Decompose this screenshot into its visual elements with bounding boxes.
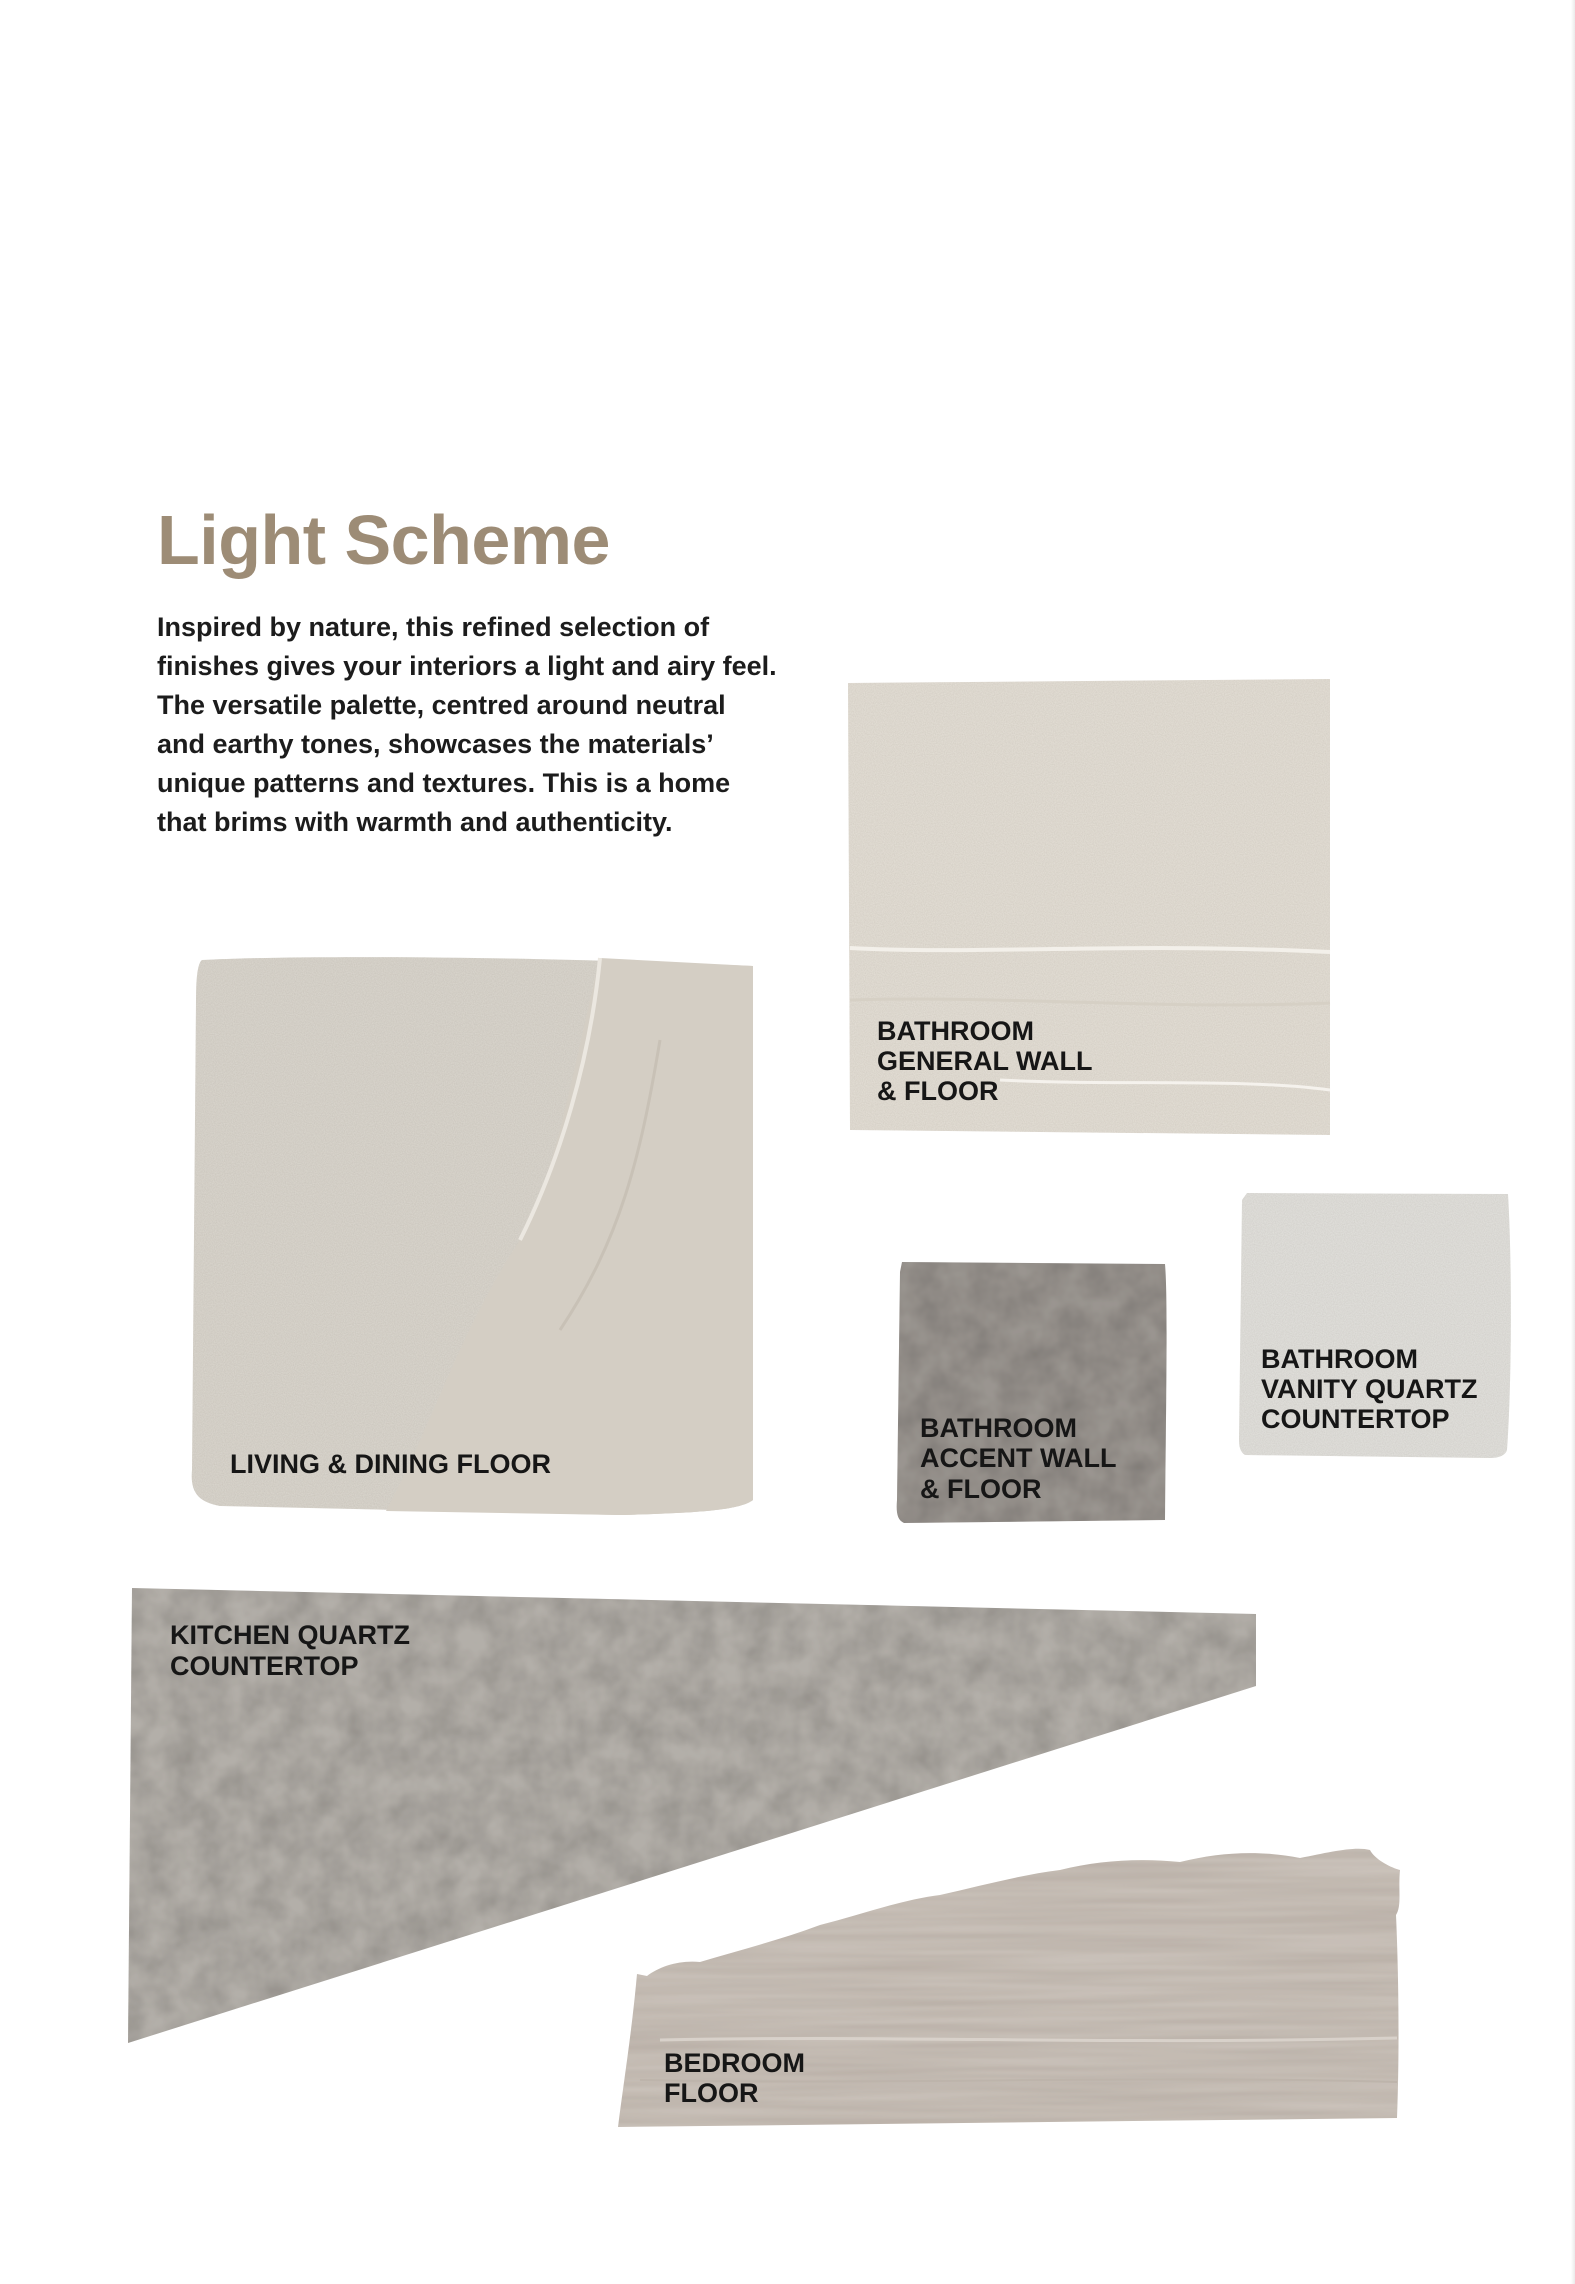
swatch-label-line: GENERAL WALL [877,1046,1093,1076]
swatch-living-dining-floor [192,957,753,1515]
intro-paragraph: Inspired by nature, this refined selection of finishes gives your interiors a light and airy feel. The versatile palette, centred around neutral and earthy tones, showcases the materials’ unique patterns and textures. This is a home that brims with warmth and authenticity. [157,612,777,837]
swatch-label-line: COUNTERTOP [1261,1404,1450,1434]
swatch-label-line: & FLOOR [877,1076,999,1106]
swatch-bedroom-floor [618,1849,1400,2127]
swatch-bathroom-accent-wall-floor [897,1262,1167,1523]
swatch-label-line: BATHROOM [877,1016,1034,1046]
swatch-label-line: ACCENT WALL [920,1443,1117,1473]
swatch-label-line: BATHROOM [920,1413,1077,1443]
swatch-label-line: KITCHEN QUARTZ [170,1620,410,1650]
swatch-label-line: FLOOR [664,2078,759,2108]
swatch-bathroom-vanity-quartz [1239,1193,1511,1458]
swatch-label-line: VANITY QUARTZ [1261,1374,1478,1404]
swatch-label-line: BATHROOM [1261,1344,1418,1374]
swatch-label-line: & FLOOR [920,1474,1042,1504]
swatch-label-line: BEDROOM [664,2048,805,2078]
swatch-label-line: COUNTERTOP [170,1651,359,1681]
swatch-bathroom-general-wall-floor [848,679,1330,1135]
page-title: Light Scheme [157,501,610,579]
swatch-label-line: LIVING & DINING FLOOR [230,1449,551,1479]
